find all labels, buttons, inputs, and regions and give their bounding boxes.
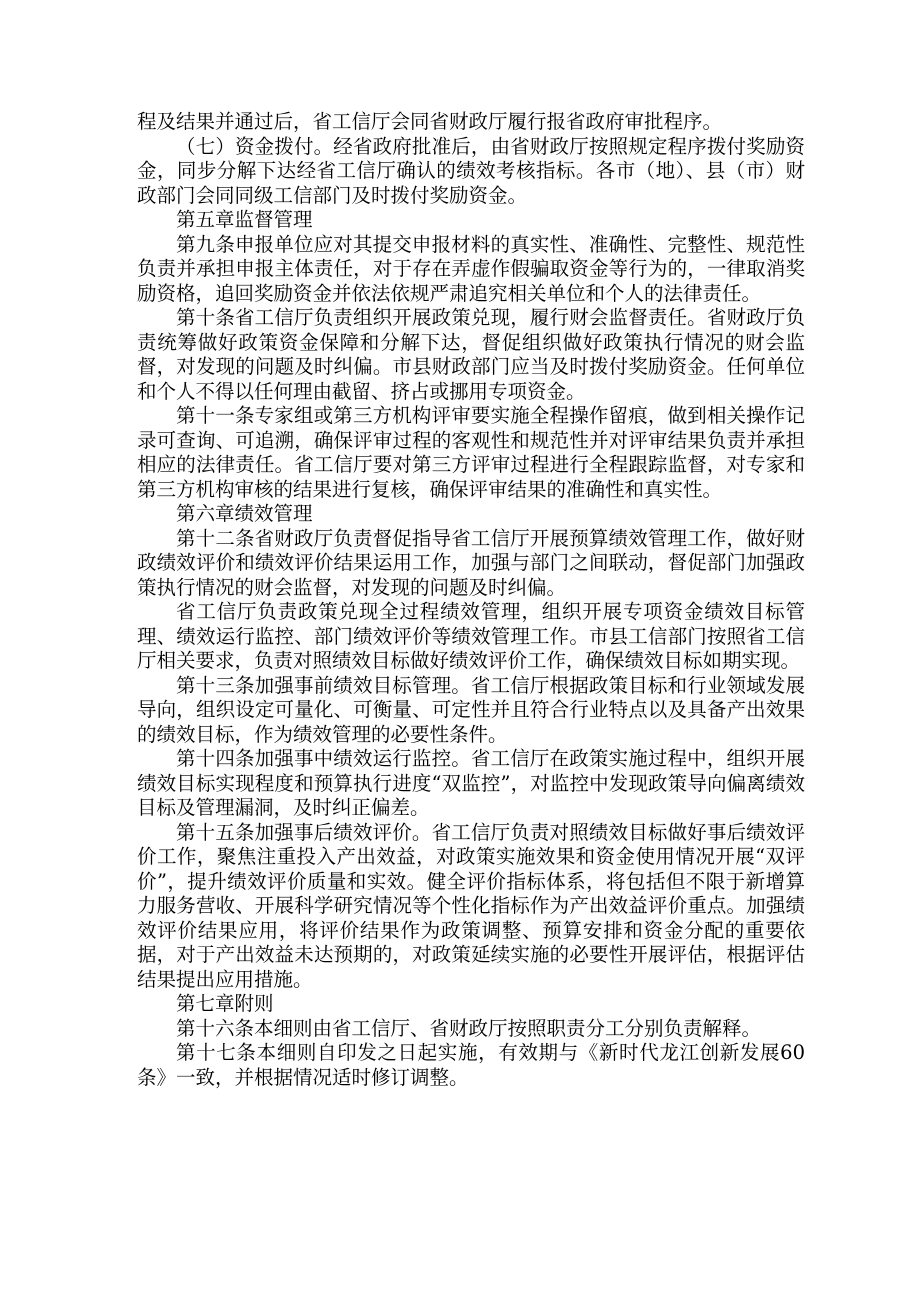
article-11: 第十一条专家组或第三方机构评审要实施全程操作留痕，做到相关操作记录可查询、可追溯，确保评审过程的客观性和规范性并对评审结果负责并承担相应的法律责任。省工信厅要对第三方评审过程进行全程跟踪监督，对专家和第三方机构审核的结果进行复核，确保评审结果的准确性和真实性。: [137, 404, 805, 501]
article-9: 第九条申报单位应对其提交申报材料的真实性、准确性、完整性、规范性负责并承担申报主体责任，对于存在弄虚作假骗取资金等行为的，一律取消奖励资格，追回奖励资金并依法依规严肃追究相关单位和个人的法律责任。: [137, 232, 805, 305]
article-12: 第十二条省财政厅负责督促指导省工信厅开展预算绩效管理工作，做好财政绩效评价和绩效评价结果运用工作，加强与部门之间联动，督促部门加强政策执行情况的财会监督，对发现的问题及时纠偏。: [137, 526, 805, 599]
chapter-heading-7: 第七章附则: [176, 992, 274, 1015]
article-14: 第十四条加强事中绩效运行监控。省工信厅在政策实施过程中，组织开展绩效目标实现程度和预算执行进度“双监控”，对监控中发现政策导向偏离绩效目标及管理漏洞，及时纠正偏差。: [137, 747, 805, 819]
article-16: 第十六条本细则由省工信厅、省财政厅按照职责分工分别负责解释。: [176, 1016, 762, 1040]
article-17: 第十七条本细则自印发之日起实施，有效期与《新时代龙江创新发展60条》一致，并根据情况适时修订调整。: [137, 1041, 805, 1089]
paragraph-performance-management: 省工信厅负责政策兑现全过程绩效管理，组织开展专项资金绩效目标管理、绩效运行监控、部门绩效评价等绩效管理工作。市县工信部门按照省工信厅相关要求，负责对照绩效目标做好绩效评价工作，确保绩效目标如期实现。: [137, 600, 805, 672]
article-15: 第十五条加强事后绩效评价。省工信厅负责对照绩效目标做好事后绩效评价工作，聚焦注重投入产出效益，对政策实施效果和资金使用情况开展“双评价”，提升绩效评价质量和实效。健全评价指标体系，将包括但不限于新增算力服务营收、开展科学研究情况等个性化指标作为产出效益评价重点。加强绩效评价结果应用，将评价结果作为政策调整、预算安排和资金分配的重要依据，对于产出效益未达预期的，对政策延续实施的必要性开展评估，根据评估结果提出应用措施。: [137, 820, 805, 991]
chapter-heading-6: 第六章绩效管理: [176, 502, 313, 525]
paragraph-continuation: 程及结果并通过后，省工信厅会同省财政厅履行报省政府审批程序。: [137, 110, 723, 133]
article-13: 第十三条加强事前绩效目标管理。省工信厅根据政策目标和行业领域发展导向，组织设定可量化、可衡量、可定性并且符合行业特点以及具备产出效果的绩效目标，作为绩效管理的必要性条件。: [137, 673, 805, 746]
chapter-heading-5: 第五章监督管理: [176, 208, 313, 231]
article-10: 第十条省工信厅负责组织开展政策兑现，履行财会监督责任。省财政厅负责统筹做好政策资金保障和分解下达，督促组织做好政策执行情况的财会监督，对发现的问题及时纠偏。市县财政部门应当及时拨付奖励资金。任何单位和个人不得以任何理由截留、挤占或挪用专项资金。: [137, 306, 805, 403]
document-body: [137, 110, 805, 1090]
paragraph-fund-disbursement: （七）资金拨付。经省政府批准后，由省财政厅按照规定程序拨付奖励资金，同步分解下达经省工信厅确认的绩效考核指标。各市（地）、县（市）财政部门会同同级工信部门及时拨付奖励资金。: [137, 134, 805, 207]
